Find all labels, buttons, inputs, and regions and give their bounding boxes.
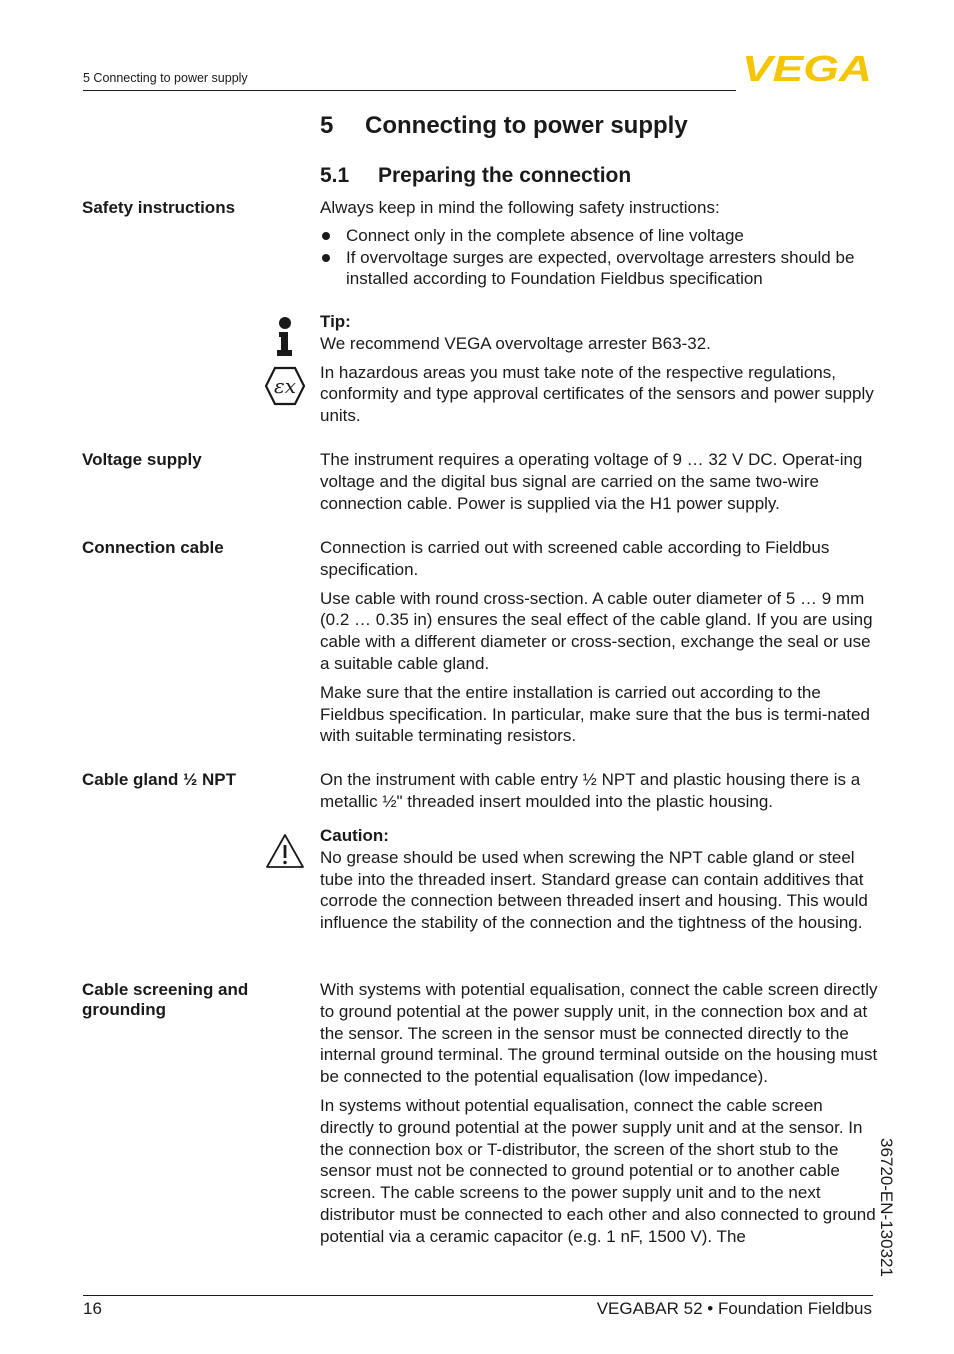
tip-text: We recommend VEGA overvoltage arrester B63-32. xyxy=(320,333,711,353)
voltage-label: Voltage supply xyxy=(82,450,202,469)
header-rule xyxy=(83,90,736,91)
vega-logo xyxy=(741,52,873,84)
section-heading xyxy=(320,164,631,188)
safety-bullet-list xyxy=(320,225,880,290)
safety-block xyxy=(320,197,880,290)
footer-rule xyxy=(83,1295,873,1296)
gland-text: On the instrument with cable entry ½ NPT and plastic housing there is a metallic ½" threaded insert moulded into the plastic housing. xyxy=(320,770,861,811)
caution-block xyxy=(320,825,880,934)
cable-paragraph: Make sure that the entire installation is carried out according to the Fieldbus specification. In particular, make sure that the bus is termi-nated with suitable terminating resistors. xyxy=(320,682,870,746)
cable-paragraph: Use cable with round cross-section. A cable outer diameter of 5 … 9 mm (0.2 … 0.35 in) ensures the seal effect of the cable gland. If you are using cable with a different diameter or cross-section, exchange the seal or use a suitable cable gland. xyxy=(320,588,873,673)
document-number: 36720-EN-130321 xyxy=(877,1138,896,1277)
cable-label: Connection cable xyxy=(82,538,224,557)
section-title: Preparing the connection xyxy=(378,164,632,187)
caution-text: No grease should be used when screwing the NPT cable gland or steel tube into the threaded insert. Standard grease can contain additives that corrode the connection between threaded insert and housing. This would influence the stability of the connection and the tightness of the housing. xyxy=(320,847,868,933)
tip-block xyxy=(320,311,880,427)
chapter-title: Connecting to power supply xyxy=(365,112,688,139)
info-icon xyxy=(273,316,297,358)
safety-intro: Always keep in mind the following safety instructions: xyxy=(320,198,720,217)
svg-text:εx: εx xyxy=(273,374,297,398)
page-number: 16 xyxy=(83,1299,102,1318)
caution-title: Caution: xyxy=(320,826,389,845)
screening-block xyxy=(320,979,880,1248)
ex-text: In hazardous areas you must take note of the respective regulations, conformity and type approval certificates of the sensors and power supply units. xyxy=(320,362,874,426)
chapter-heading xyxy=(320,112,688,140)
warning-triangle-icon xyxy=(264,832,306,870)
footer-product: VEGABAR 52 • Foundation Fieldbus xyxy=(596,1299,872,1318)
cable-block xyxy=(320,537,880,747)
chapter-number: 5 xyxy=(320,112,334,139)
cable-paragraph: Connection is carried out with screened cable according to Fieldbus specification. xyxy=(320,538,830,579)
safety-bullet: Connect only in the complete absence of line voltage xyxy=(320,225,880,247)
voltage-text: The instrument requires a operating voltage of 9 … 32 V DC. Operat-ing voltage and the digital bus signal are carried on the same two-wire connection cable. Power is supplied via the H1 power supply. xyxy=(320,450,863,513)
gland-label: Cable gland ½ NPT xyxy=(82,770,236,789)
tip-title: Tip: xyxy=(320,312,351,331)
ex-hazardous-area-icon xyxy=(264,366,306,406)
section-number: 5.1 xyxy=(320,164,350,187)
safety-bullet: If overvoltage surges are expected, overvoltage arresters should be installed according to Foundation Fieldbus specification xyxy=(320,247,880,291)
screening-paragraph: With systems with potential equalisation, connect the cable screen directly to ground potential at the power supply unit, in the connection box and at the sensor. The screen in the sensor must be connected directly to the internal ground terminal. The ground terminal outside on the housing must be connected to the potential equalisation (low impedance). xyxy=(320,980,878,1087)
screening-label: Cable screening and grounding xyxy=(82,980,249,1019)
running-header: 5 Connecting to power supply xyxy=(83,71,248,85)
svg-text:VEGA: VEGA xyxy=(742,52,872,84)
screening-paragraph: In systems without potential equalisation, connect the cable screen directly to ground potential at the power supply unit and at the sensor. In the connection box or T-distributor, the screen of the short stub to the sensor must not be connected to ground potential or to another cable screen. The cable screens to the power supply unit and to the next distributor must be connected to each other and also connected to ground potential via a ceramic capacitor (e.g. 1 nF, 1500 V). The xyxy=(320,1095,876,1246)
safety-label: Safety instructions xyxy=(82,198,236,217)
